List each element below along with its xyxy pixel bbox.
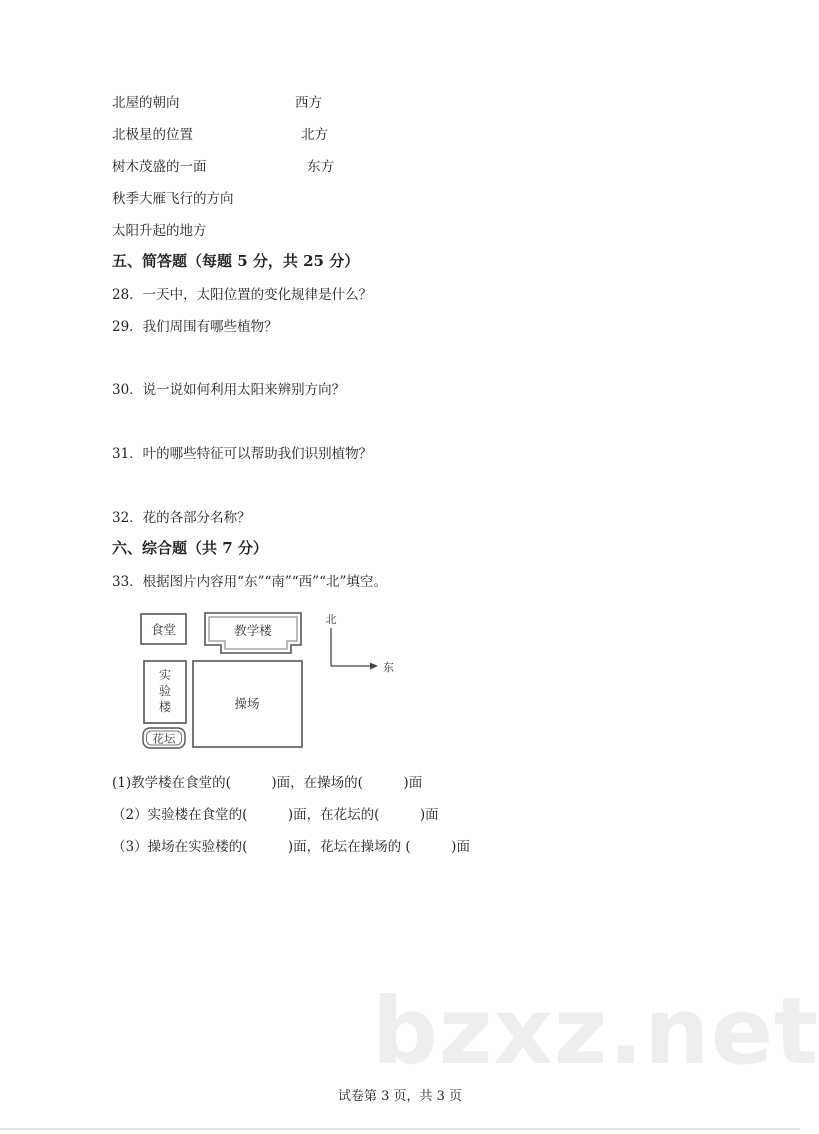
section5-title: 五、简答题（每题 5 分，共 25 分） xyxy=(112,252,360,270)
match-left-3: 树木茂盛的一面 xyxy=(112,159,207,175)
match-right-2: 北方 xyxy=(301,127,328,143)
match-left-4: 秋季大雁飞行的方向 xyxy=(112,191,234,207)
canteen-label: 食堂 xyxy=(150,622,177,637)
question-29: 29．我们周围有哪些植物？ xyxy=(112,319,278,335)
sub-question-3: （3）操场在实验楼的( )面，花坛在操场的 ( )面 xyxy=(112,839,470,855)
page-footer: 试卷第 3 页，共 3 页 xyxy=(337,1089,463,1104)
match-right-1: 西方 xyxy=(295,95,322,111)
match-left-5: 太阳升起的地方 xyxy=(112,223,207,239)
lab-char-2: 验 xyxy=(158,684,172,698)
playground-label: 操场 xyxy=(234,696,260,711)
question-31: 31．叶的哪些特征可以帮助我们识别植物？ xyxy=(112,446,373,462)
page-edge xyxy=(0,1128,800,1130)
match-right-3: 东方 xyxy=(307,159,334,175)
match-left-2: 北极星的位置 xyxy=(112,127,193,143)
school-map xyxy=(130,602,394,754)
east-label: 东 xyxy=(383,661,394,674)
teaching-building-label: 教学楼 xyxy=(234,623,272,638)
lab-char-3: 楼 xyxy=(158,700,172,714)
question-33: 33．根据图片内容用“东”“南”“西”“北”填空。 xyxy=(112,574,387,590)
question-28: 28．一天中，太阳位置的变化规律是什么？ xyxy=(112,287,373,303)
lab-char-1: 实 xyxy=(158,668,172,682)
section6-title: 六、综合题（共 7 分） xyxy=(112,539,268,557)
flowerbed-label: 花坛 xyxy=(152,731,176,746)
match-left-1: 北屋的朝向 xyxy=(112,95,180,111)
sub-question-2: （2）实验楼在食堂的( )面，在花坛的( )面 xyxy=(112,807,439,823)
question-30: 30．说一说如何利用太阳来辨别方向？ xyxy=(112,382,346,398)
north-label: 北 xyxy=(325,613,337,626)
watermark: bzxz.net xyxy=(372,978,819,1085)
sub-question-1: (1)教学楼在食堂的( )面，在操场的( )面 xyxy=(112,775,423,791)
question-32: 32．花的各部分名称？ xyxy=(112,510,251,526)
